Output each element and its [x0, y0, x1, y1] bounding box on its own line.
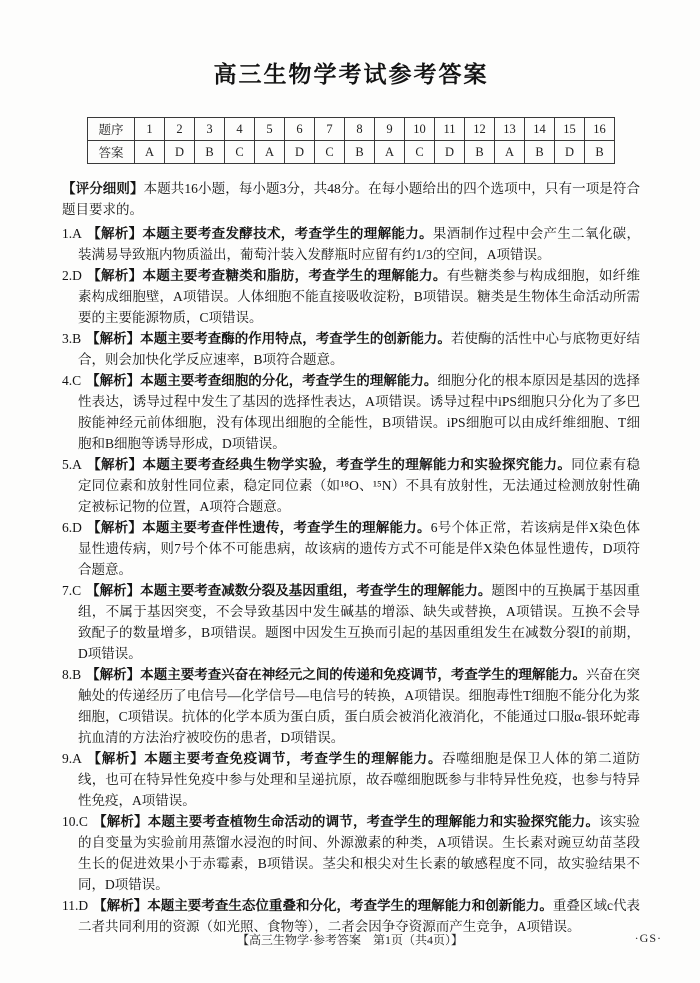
- footer-page-label: 【高三生物学·参考答案 第1页（共4页）】: [237, 933, 463, 947]
- rubric-label: 【评分细则】: [62, 181, 144, 196]
- answer-cell: A: [255, 141, 285, 164]
- answer-cell: B: [345, 141, 375, 164]
- answer-row: [88, 141, 615, 164]
- question-number-cell: 5: [255, 118, 285, 141]
- answer-cell: A: [135, 141, 165, 164]
- item-text: 细胞分化的根本原因是基因的选择性表达，诱导过程中发生了基因的选择性表达，A项错误。诱导过程中iPS细胞只分化为了多巴胺能神经元前体细胞，没有体现出细胞的全能性，B项错误。iPS细胞可以由成纤维细胞、T细胞和B细胞等诱导形成，D项错误。: [78, 373, 641, 451]
- answer-cell: D: [285, 141, 315, 164]
- scoring-rubric: [62, 178, 640, 220]
- item-number: 2.D: [62, 268, 82, 283]
- explanation-item-5: [62, 454, 640, 517]
- item-lead: 【解析】本题主要考查生态位重叠和分化，考查学生的理解能力和创新能力。: [93, 898, 553, 913]
- item-lead: 【解析】本题主要考查兴奋在神经元之间的传递和免疫调节，考查学生的理解能力。: [86, 667, 586, 682]
- item-lead: 【解析】本题主要考查发酵技术，考查学生的理解能力。: [86, 226, 433, 241]
- item-number: 11.D: [62, 898, 89, 913]
- item-text: 若使酶的活性中心与底物更好结合，则会加快化学反应速率，B项符合题意。: [78, 331, 641, 367]
- item-number: 5.A: [62, 457, 82, 472]
- rubric-text: 本题共16小题，每小题3分，共48分。在每小题给出的四个选项中，只有一项是符合题目要求的。: [62, 181, 641, 217]
- answer-cell: D: [555, 141, 585, 164]
- answer-cell: B: [195, 141, 225, 164]
- explanation-item-4: [62, 370, 640, 454]
- question-number-cell: 8: [345, 118, 375, 141]
- row-header-question: 题序: [88, 118, 135, 141]
- answer-cell: A: [495, 141, 525, 164]
- explanation-item-7: [62, 580, 640, 664]
- question-number-cell: 16: [585, 118, 615, 141]
- item-text: 兴奋在突触处的传递经历了电信号—化学信号—电信号的转换，A项错误。细胞毒性T细胞不能分化为浆细胞，C项错误。抗体的化学本质为蛋白质，蛋白质会被消化液消化，不能通过口服α-银环蛇毒抗血清的方法治疗被咬伤的患者，D项错误。: [78, 667, 641, 745]
- row-header-answer: 答案: [88, 141, 135, 164]
- explanation-item-3: [62, 328, 640, 370]
- question-number-cell: 4: [225, 118, 255, 141]
- question-number-cell: 6: [285, 118, 315, 141]
- explanation-item-9: [62, 748, 640, 811]
- item-lead: 【解析】本题主要考查酶的作用特点，考查学生的创新能力。: [86, 331, 451, 346]
- question-number-cell: 12: [465, 118, 495, 141]
- question-number-cell: 3: [195, 118, 225, 141]
- item-number: 3.B: [62, 331, 82, 346]
- item-text: 果酒制作过程中会产生二氧化碳，装满易导致瓶内物质溢出，葡萄汁装入发酵瓶时应留有约1/3的空间，A项错误。: [78, 226, 640, 262]
- answer-cell: D: [435, 141, 465, 164]
- item-lead: 【解析】本题主要考查糖类和脂肪，考查学生的理解能力。: [86, 268, 447, 283]
- question-number-cell: 11: [435, 118, 465, 141]
- explanation-item-6: [62, 517, 640, 580]
- item-lead: 【解析】本题主要考查经典生物学实验，考查学生的理解能力和实验探究能力。: [86, 457, 572, 472]
- item-lead: 【解析】本题主要考查植物生命活动的调节，考查学生的理解能力和实验探究能力。: [92, 814, 600, 829]
- item-number: 6.D: [62, 520, 82, 535]
- answer-cell: B: [525, 141, 555, 164]
- item-text: 题图中的互换属于基因重组，不属于基因突变，不会导致基因中发生碱基的增添、缺失或替换，A项错误。互换不会导致配子的数量增多，B项错误。题图中因发生互换而引起的基因重组发生在减数分裂Ⅰ的前期，D项错误。: [78, 583, 641, 661]
- item-text: 同位素有稳定同位素和放射性同位素，稳定同位素（如¹⁸O、¹⁵N）不具有放射性，无法通过检测放射性确定被标记物的位置，A项符合题意。: [78, 457, 640, 514]
- item-lead: 【解析】本题主要考查细胞的分化，考查学生的理解能力。: [86, 373, 438, 388]
- question-number-cell: 1: [135, 118, 165, 141]
- item-lead: 【解析】本题主要考查伴性遗传，考查学生的理解能力。: [86, 520, 431, 535]
- item-number: 9.A: [62, 751, 82, 766]
- item-text: 该实验的自变量为实验前用蒸馏水浸泡的时间、外源激素的种类，A项错误。生长素对豌豆幼苗茎段生长的促进效果小于赤霉素，B项错误。茎尖和根尖对生长素的敏感程度不同，故实验结果不同，D项错误。: [78, 814, 641, 892]
- explanation-item-10: [62, 811, 640, 895]
- item-text: 有些糖类参与构成细胞，如纤维素构成细胞壁，A项错误。人体细胞不能直接吸收淀粉，B项错误。糖类是生物体生命活动所需要的主要能源物质，C项错误。: [78, 268, 640, 325]
- question-number-cell: 15: [555, 118, 585, 141]
- item-number: 4.C: [62, 373, 82, 388]
- page-footer: [0, 931, 700, 949]
- item-text: 6号个体正常，若该病是伴X染色体显性遗传病，则7号个体不可能患病，故该病的遗传方式不可能是伴X染色体显性遗传，D项符合题意。: [78, 520, 641, 577]
- question-number-row: [88, 118, 615, 141]
- answer-cell: A: [375, 141, 405, 164]
- item-number: 8.B: [62, 667, 82, 682]
- answer-key-table: [87, 117, 615, 164]
- explanation-item-8: [62, 664, 640, 748]
- answer-cell: B: [465, 141, 495, 164]
- item-lead: 【解析】本题主要考查减数分裂及基因重组，考查学生的理解能力。: [86, 583, 492, 598]
- question-number-cell: 10: [405, 118, 435, 141]
- answer-cell: D: [165, 141, 195, 164]
- answer-cell: C: [405, 141, 435, 164]
- question-number-cell: 7: [315, 118, 345, 141]
- item-number: 1.A: [62, 226, 82, 241]
- page-title: 高三生物学考试参考答案: [213, 62, 489, 87]
- answer-cell: C: [225, 141, 255, 164]
- explanation-item-1: [62, 223, 640, 265]
- item-lead: 【解析】本题主要考查免疫调节，考查学生的理解能力。: [86, 751, 443, 766]
- answer-cell: C: [315, 141, 345, 164]
- explanation-item-2: [62, 265, 640, 328]
- item-number: 7.C: [62, 583, 82, 598]
- question-number-cell: 13: [495, 118, 525, 141]
- question-number-cell: 9: [375, 118, 405, 141]
- item-text: 吞噬细胞是保卫人体的第二道防线，也可在特异性免疫中参与处理和呈递抗原，故吞噬细胞既参与非特异性免疫，也参与特异性免疫，A项错误。: [78, 751, 640, 808]
- footer-edition-mark: ·GS·: [634, 931, 662, 945]
- question-number-cell: 14: [525, 118, 555, 141]
- answer-cell: B: [585, 141, 615, 164]
- question-number-cell: 2: [165, 118, 195, 141]
- item-text: 重叠区域c代表二者共同利用的资源（如光照、食物等），二者会因争夺资源而产生竞争，A项错误。: [78, 898, 640, 934]
- item-number: 10.C: [62, 814, 88, 829]
